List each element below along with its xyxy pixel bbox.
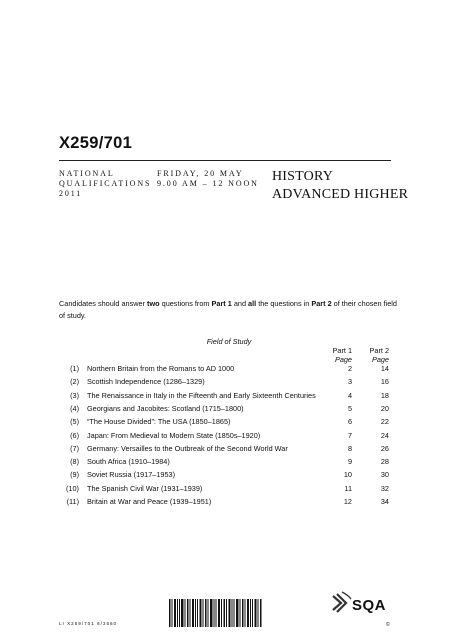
row-part2-page: 30 <box>380 470 389 480</box>
row-number: (1) <box>70 364 79 373</box>
part1-column-header <box>312 346 352 364</box>
table-row <box>0 391 452 403</box>
row-part2-page: 28 <box>380 457 389 467</box>
subject-title: HISTORY <box>272 169 334 184</box>
row-part2-page: 26 <box>380 443 389 453</box>
part2-label: Part 2 <box>369 346 389 355</box>
instr-emph: Part 1 <box>211 299 232 308</box>
row-number: (9) <box>70 470 79 480</box>
row-topic: Britain at War and Peace (1939–1951) <box>87 497 212 506</box>
table-row <box>0 377 452 389</box>
row-part1-page: 8 <box>347 443 352 453</box>
paper-code: X259/701 <box>59 134 133 152</box>
instr-emph: all <box>248 299 257 308</box>
table-row <box>0 431 452 443</box>
qualification-line: QUALIFICATIONS <box>59 179 152 188</box>
row-topic: South Africa (1910–1984) <box>87 457 170 467</box>
instr-text: Candidates should answer <box>59 299 148 308</box>
subject-level: ADVANCED HIGHER <box>272 187 409 202</box>
instr-text: the questions in <box>256 299 312 308</box>
instr-text: questions from <box>159 299 212 308</box>
row-part1-page: 4 <box>347 390 352 400</box>
row-part1-page: 2 <box>347 364 352 373</box>
row-number: (5) <box>70 417 79 427</box>
row-part1-page: 6 <box>347 417 352 427</box>
row-part2-page: 16 <box>380 377 389 387</box>
table-row <box>0 497 452 509</box>
row-number: (6) <box>70 430 79 440</box>
row-part2-page: 32 <box>380 483 389 493</box>
instr-emph: two <box>147 299 160 308</box>
qualification-line: 2011 <box>59 189 83 198</box>
qualification-line: NATIONAL <box>59 169 115 178</box>
part1-label: Part 1 <box>332 346 352 355</box>
instr-text: of their chosen field of study. <box>59 299 397 320</box>
date-block <box>157 169 259 189</box>
table-row <box>0 417 452 429</box>
row-part2-page: 20 <box>380 403 389 413</box>
row-part2-page: 22 <box>380 417 389 427</box>
exam-date: FRIDAY, 20 MAY <box>157 169 244 178</box>
row-part2-page: 18 <box>380 390 389 400</box>
row-number: (3) <box>70 390 79 400</box>
instructions <box>59 298 399 321</box>
row-topic: Germany: Versailles to the Outbreak of the Second World War <box>87 443 288 453</box>
row-part1-page: 7 <box>347 430 352 440</box>
row-topic: Georgians and Jacobites: Scotland (1715–1800) <box>87 403 244 413</box>
table-row <box>0 457 452 469</box>
instr-text: and <box>231 299 249 308</box>
row-topic: The Spanish Civil War (1931–1939) <box>87 483 203 493</box>
row-topic: Scottish Independence (1286–1329) <box>87 377 205 387</box>
row-topic: Japan: From Medieval to Modern State (1850s–1920) <box>87 430 261 440</box>
part2-page-label: Page <box>371 355 389 364</box>
row-number: (8) <box>70 457 79 467</box>
row-part1-page: 11 <box>344 483 352 493</box>
table-row <box>0 470 452 482</box>
footer-code: LI X259/701 6/3560 <box>59 621 118 626</box>
row-number: (10) <box>66 483 79 493</box>
table-row <box>0 444 452 456</box>
part2-column-header <box>349 346 389 364</box>
qualification-block <box>59 169 151 199</box>
row-topic: Soviet Russia (1917–1953) <box>87 470 176 480</box>
part1-page-label: Page <box>334 355 352 364</box>
table-row <box>0 484 452 496</box>
row-part1-page: 3 <box>347 377 352 387</box>
table-row <box>0 364 452 376</box>
row-number: (4) <box>70 403 79 413</box>
copyright-mark: © <box>386 622 390 628</box>
row-part1-page: 10 <box>343 470 352 480</box>
row-part1-page: 5 <box>347 403 352 413</box>
field-of-study-title: Field of Study <box>206 337 252 346</box>
row-part2-page: 14 <box>380 364 389 373</box>
row-topic: “The House Divided”: The USA (1850–1865) <box>87 417 231 427</box>
row-part2-page: 34 <box>380 497 389 506</box>
instr-emph: Part 2 <box>311 299 332 308</box>
exam-time: 9.00 AM – 12 NOON <box>157 179 259 188</box>
row-topic: The Renaissance in Italy in the Fifteenth and Early Sixteenth Centuries <box>87 390 316 400</box>
row-number: (7) <box>70 443 79 453</box>
row-topic: Northern Britain from the Romans to AD 1000 <box>87 364 235 373</box>
sqa-logo-text: SQA <box>352 597 387 614</box>
row-number: (2) <box>70 377 79 387</box>
row-number: (11) <box>66 497 79 506</box>
row-part2-page: 24 <box>380 430 389 440</box>
row-part1-page: 9 <box>347 457 352 467</box>
barcode-icon <box>169 599 263 627</box>
header-rule <box>59 160 391 161</box>
table-row <box>0 404 452 416</box>
row-part1-page: 12 <box>343 497 352 506</box>
